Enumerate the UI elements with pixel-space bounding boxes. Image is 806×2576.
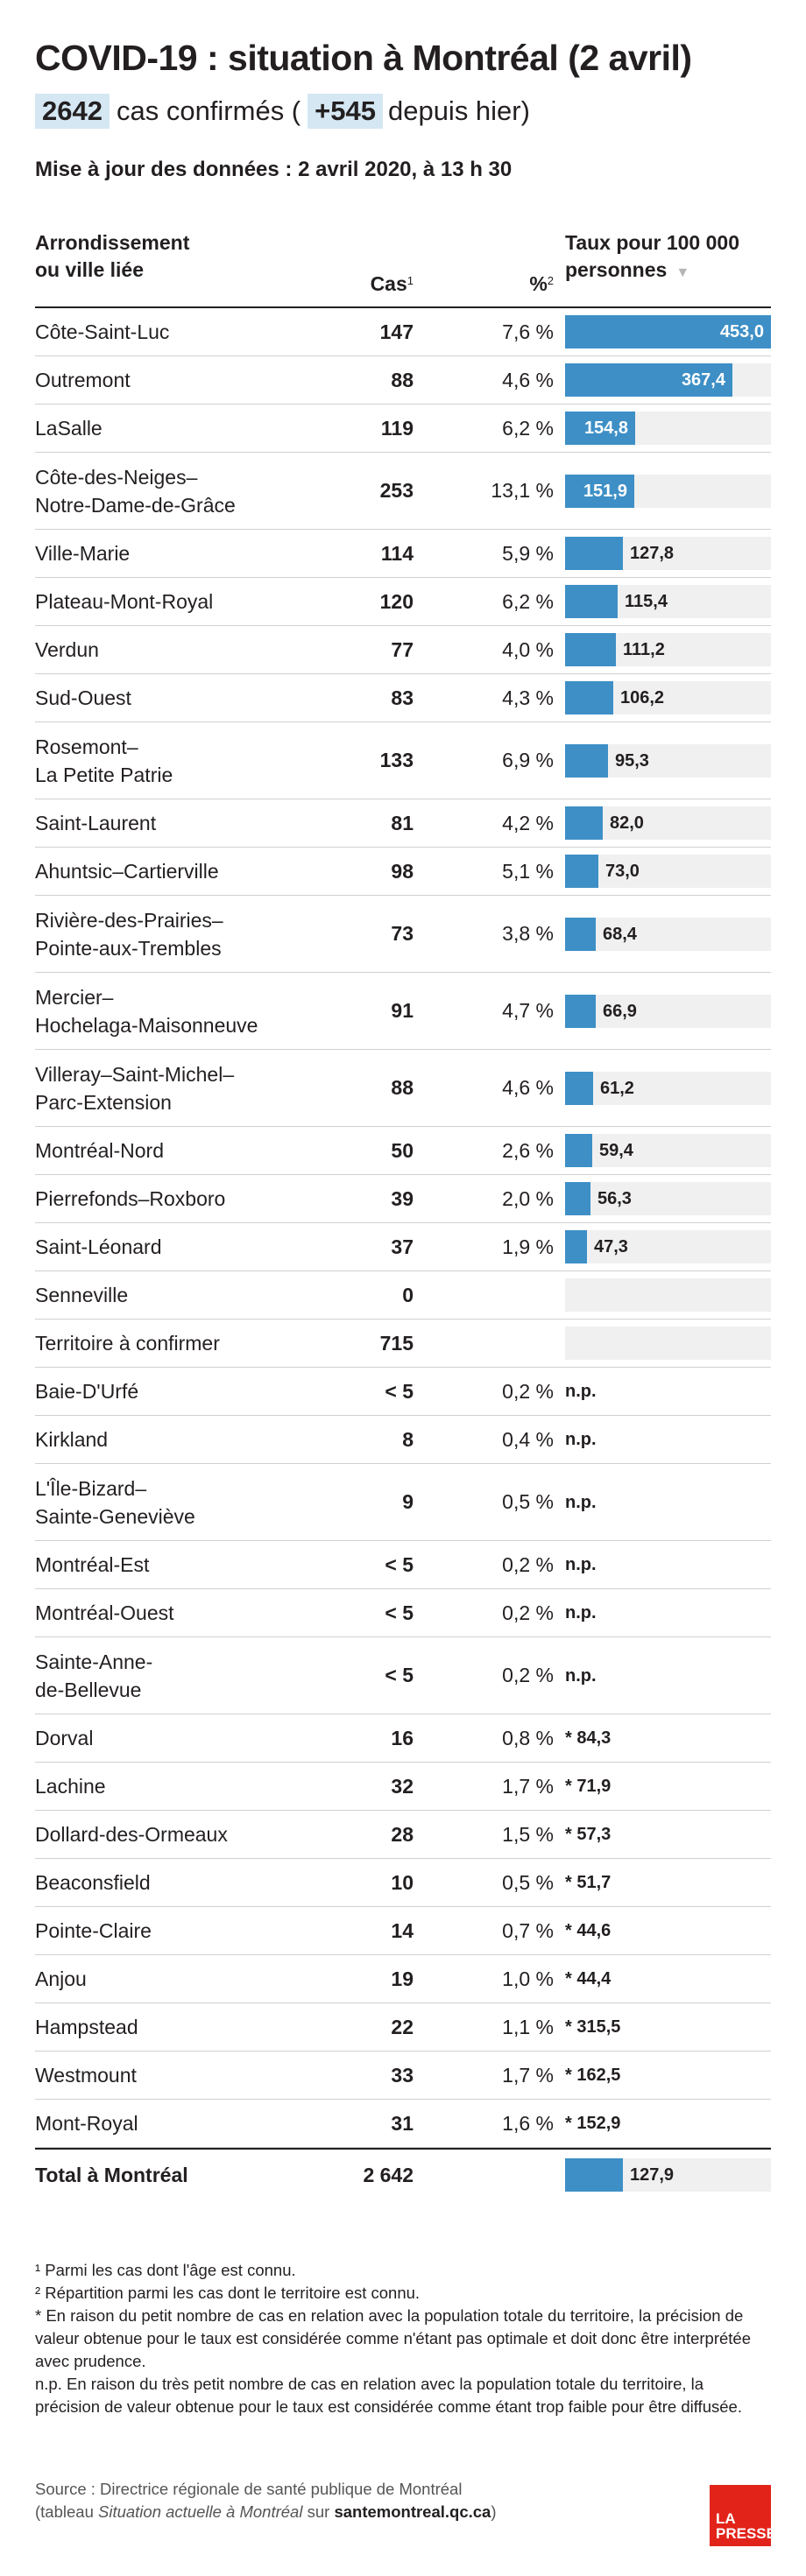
table-row <box>35 1907 771 1955</box>
rate-header-label: Taux pour 100 000 personnes <box>565 231 739 281</box>
case-count: 253 <box>379 479 414 502</box>
territory-name: LaSalle <box>35 417 103 440</box>
territory-name: Côte-Saint-Luc <box>35 320 170 343</box>
table-row <box>35 1464 771 1541</box>
rate-label: 111,2 <box>623 640 665 659</box>
rate-cell <box>565 1659 771 1693</box>
territory-name: Baie-D'Urfé <box>35 1380 139 1403</box>
rate-label: 127,9 <box>630 2165 675 2185</box>
rate-cell <box>565 315 771 348</box>
territory-name: Outremont <box>35 369 131 391</box>
rate-cell <box>565 1770 771 1803</box>
new-cases-text: depuis hier) <box>387 95 530 126</box>
rate-label: n.p. <box>565 1603 597 1622</box>
rate-cell <box>565 537 771 570</box>
rate-label: * 315,5 <box>565 2017 621 2037</box>
rate-cell <box>565 681 771 714</box>
rate-cell <box>565 1182 771 1215</box>
case-percent: 4,2 % <box>502 811 554 834</box>
case-percent: 4,6 % <box>502 1076 554 1099</box>
case-count: 2 642 <box>363 2163 414 2186</box>
case-percent: 1,0 % <box>502 1967 554 1990</box>
rate-cell <box>565 1721 771 1755</box>
territory-name: Beaconsfield <box>35 1871 151 1894</box>
case-count: < 5 <box>385 1552 414 1576</box>
case-percent: 2,6 % <box>502 1138 554 1162</box>
case-count: 88 <box>391 368 414 391</box>
rate-label: 95,3 <box>615 750 649 771</box>
rate-cell <box>565 1818 771 1851</box>
rate-bar <box>565 1134 592 1167</box>
territory-name: Anjou <box>35 1967 87 1990</box>
case-percent: 4,3 % <box>502 686 554 709</box>
source-line-2-a: (tableau <box>35 2502 98 2521</box>
case-count: 14 <box>391 1918 414 1942</box>
table-row <box>35 1763 771 1811</box>
footnote-asterisk: * En raison du petit nombre de cas en relation avec la population totale du territoire, la précision de valeur obtenue pour le taux est considérée comme n'étant pas optimale et doit donc être interprétée avec prudence. <box>35 2306 751 2370</box>
table-row <box>35 799 771 848</box>
rate-label: 61,2 <box>600 1078 634 1098</box>
cases-footnote-marker: 1 <box>407 274 414 287</box>
territory-name: Lachine <box>35 1775 106 1798</box>
case-percent: 2,0 % <box>502 1186 554 1210</box>
case-percent: 0,8 % <box>502 1726 554 1749</box>
case-count: 88 <box>391 1076 414 1099</box>
territory-name: Montréal-Ouest <box>35 1601 174 1624</box>
percent-header-label: % <box>529 272 548 295</box>
territory-name: Total à Montréal <box>35 2164 188 2186</box>
source-credit <box>35 2478 561 2523</box>
territory-name: Montréal-Est <box>35 1553 150 1576</box>
case-percent: 0,5 % <box>502 1490 554 1513</box>
rate-label: n.p. <box>565 1665 597 1686</box>
rate-bar-track <box>565 1182 771 1215</box>
table-row <box>35 1271 771 1320</box>
rate-cell <box>565 2059 771 2092</box>
case-percent: 5,9 % <box>502 541 554 565</box>
table-row <box>35 2100 771 2148</box>
rate-cell <box>565 1914 771 1947</box>
rate-bar-track <box>565 1278 771 1312</box>
table-row <box>35 1175 771 1223</box>
territory-name: Ahuntsic–Cartierville <box>35 860 219 883</box>
rate-label: n.p. <box>565 1430 597 1449</box>
rate-label: * 44,6 <box>565 1921 612 1940</box>
rate-cell <box>565 1072 771 1105</box>
case-percent: 13,1 % <box>491 479 554 502</box>
case-count: 28 <box>391 1822 414 1846</box>
update-timestamp: Mise à jour des données : 2 avril 2020, à 13 h 30 <box>35 158 513 181</box>
rate-cell <box>565 1375 771 1408</box>
rate-bar <box>565 681 613 714</box>
rate-label: * 51,7 <box>565 1873 612 1892</box>
cases-table <box>35 229 771 2200</box>
cases-header-label: Cas <box>370 272 407 295</box>
table-row <box>35 1127 771 1175</box>
case-count: < 5 <box>385 1601 414 1624</box>
rate-cell <box>565 1230 771 1263</box>
confirmed-cases-text: cas confirmés ( <box>116 95 301 126</box>
territory-name: Pointe-Claire <box>35 1919 152 1942</box>
rate-label: 82,0 <box>610 813 644 833</box>
table-row <box>35 1637 771 1714</box>
rate-label: 68,4 <box>603 924 637 944</box>
rate-cell <box>565 855 771 888</box>
rate-cell <box>565 2158 771 2192</box>
case-percent: 0,2 % <box>502 1379 554 1403</box>
case-percent: 6,2 % <box>502 416 554 440</box>
territory-name: Westmount <box>35 2064 137 2087</box>
table-row <box>35 1050 771 1127</box>
rate-cell <box>565 585 771 618</box>
table-row <box>35 530 771 578</box>
rate-cell <box>565 1962 771 1995</box>
rate-label: * 84,3 <box>565 1728 612 1748</box>
case-percent: 7,6 % <box>502 320 554 343</box>
case-count: 81 <box>391 811 414 834</box>
rate-label: n.p. <box>565 1492 597 1512</box>
rate-label: 66,9 <box>603 1001 637 1021</box>
source-table-name: Situation actuelle à Montréal <box>98 2502 303 2521</box>
rate-label: 59,4 <box>599 1141 633 1160</box>
case-count: 31 <box>391 2111 414 2135</box>
territory-name: Sud-Ouest <box>35 686 131 709</box>
case-count: 37 <box>391 1235 414 1258</box>
territory-name: Montréal-Nord <box>35 1139 164 1162</box>
case-percent: 0,4 % <box>502 1427 554 1451</box>
table-row <box>35 308 771 356</box>
table-row <box>35 2003 771 2052</box>
table-row <box>35 1955 771 2003</box>
footnotes <box>35 2259 771 2418</box>
territory-name: L'Île-Bizard– Sainte-Geneviève <box>35 1476 195 1528</box>
confirmed-cases-count: 2642 <box>35 94 110 129</box>
case-percent: 0,2 % <box>502 1552 554 1576</box>
case-percent: 1,1 % <box>502 2015 554 2038</box>
rate-bar <box>565 1072 593 1105</box>
rate-cell <box>565 1486 771 1519</box>
footnote-np: n.p. En raison du très petit nombre de cas en relation avec la population totale du territoire, la précision de valeur obtenue pour le taux est considérée comme étant trop faible pour être diffusée. <box>35 2375 742 2416</box>
table-row <box>35 674 771 722</box>
rate-cell <box>565 744 771 778</box>
territory-name: Territoire à confirmer <box>35 1332 220 1355</box>
territory-name: Saint-Laurent <box>35 812 157 834</box>
rate-bar-track <box>565 995 771 1028</box>
rate-label: * 71,9 <box>565 1777 612 1796</box>
table-row <box>35 405 771 453</box>
rate-cell <box>565 363 771 397</box>
la-presse-logo <box>710 2485 776 2546</box>
rate-label: 151,9 <box>583 481 627 501</box>
territory-name: Villeray–Saint-Michel– Parc-Extension <box>35 1062 235 1114</box>
case-percent: 1,7 % <box>502 1774 554 1798</box>
rate-label: 154,8 <box>583 419 628 438</box>
table-row <box>35 1541 771 1589</box>
case-count: 715 <box>379 1331 414 1355</box>
case-count: 10 <box>391 1870 414 1894</box>
case-count: 32 <box>391 1774 414 1798</box>
territory-name: Rivière-des-Prairies– Pointe-aux-Trembles <box>35 908 223 960</box>
total-row <box>35 2148 771 2200</box>
territory-name: Hampstead <box>35 2016 138 2038</box>
rate-bar <box>565 1182 590 1215</box>
table-row <box>35 1859 771 1907</box>
table-row <box>35 1320 771 1368</box>
table-row <box>35 578 771 626</box>
rate-cell <box>565 1596 771 1629</box>
column-header-name: Arrondissement ou ville liée <box>35 231 190 281</box>
case-count: 8 <box>402 1427 414 1451</box>
territory-name: Mont-Royal <box>35 2112 138 2135</box>
rate-cell <box>565 1134 771 1167</box>
case-count: 19 <box>391 1967 414 1990</box>
case-count: 22 <box>391 2015 414 2038</box>
rate-bar <box>565 2158 623 2192</box>
rate-cell <box>565 1278 771 1312</box>
rate-bar <box>565 995 596 1028</box>
case-percent: 3,8 % <box>502 922 554 945</box>
rate-label: 115,4 <box>625 592 668 611</box>
rate-label: 47,3 <box>594 1237 628 1256</box>
logo-line-2: PRESSE <box>716 2525 776 2542</box>
table-row <box>35 1368 771 1416</box>
case-percent: 0,2 % <box>502 1664 554 1686</box>
territory-name: Plateau-Mont-Royal <box>35 590 214 613</box>
case-count: 119 <box>380 416 414 440</box>
rate-cell <box>565 1866 771 1899</box>
rate-bar <box>565 806 603 840</box>
rate-bar <box>565 537 623 570</box>
territory-name: Senneville <box>35 1284 129 1306</box>
rate-cell <box>565 806 771 840</box>
percent-footnote-marker: 2 <box>547 274 554 287</box>
case-percent: 5,1 % <box>502 859 554 883</box>
rate-cell <box>565 1548 771 1581</box>
table-row <box>35 1416 771 1464</box>
case-count: 133 <box>379 749 414 771</box>
rate-label: n.p. <box>565 1382 597 1401</box>
rate-label: 73,0 <box>605 862 640 881</box>
case-percent: 1,6 % <box>502 2111 554 2135</box>
territory-name: Pierrefonds–Roxboro <box>35 1187 226 1210</box>
table-row <box>35 453 771 530</box>
case-count: < 5 <box>385 1664 414 1686</box>
table-body <box>35 308 771 2200</box>
territory-name: Mercier– Hochelaga-Maisonneuve <box>35 985 258 1037</box>
source-link[interactable]: santemontreal.qc.ca <box>334 2502 491 2521</box>
case-count: 9 <box>402 1490 414 1513</box>
rate-label: * 162,5 <box>565 2066 621 2085</box>
rate-bar-track <box>565 1134 771 1167</box>
table-row <box>35 722 771 799</box>
rate-bar-track <box>565 918 771 951</box>
new-cases-delta: +545 <box>308 94 383 129</box>
rate-label: 56,3 <box>597 1189 632 1208</box>
territory-name: Dorval <box>35 1727 94 1749</box>
rate-cell <box>565 918 771 951</box>
table-header <box>35 229 771 308</box>
rate-cell <box>565 1327 771 1360</box>
case-count: 0 <box>402 1283 414 1306</box>
case-percent: 0,7 % <box>502 1918 554 1942</box>
source-line-2-c: ) <box>491 2502 497 2521</box>
case-count: 39 <box>391 1186 414 1210</box>
case-percent: 1,5 % <box>502 1822 554 1846</box>
footnote-1: ¹ Parmi les cas dont l'âge est connu. <box>35 2261 296 2279</box>
page-title: COVID-19 : situation à Montréal (2 avril) <box>35 38 692 78</box>
rate-label: 453,0 <box>719 322 764 341</box>
case-percent: 1,9 % <box>502 1235 554 1258</box>
source-line-2-b: sur <box>302 2502 335 2521</box>
table-row <box>35 626 771 674</box>
case-count: 91 <box>391 999 414 1022</box>
territory-name: Verdun <box>35 638 99 661</box>
footnote-2: ² Répartition parmi les cas dont le territoire est connu. <box>35 2284 421 2302</box>
source-line-2 <box>35 2501 561 2523</box>
case-percent: 4,6 % <box>502 368 554 391</box>
case-count: 16 <box>391 1726 414 1749</box>
rate-cell <box>565 633 771 666</box>
case-count: 77 <box>391 637 414 661</box>
rate-label: * 44,4 <box>565 1969 612 1988</box>
rate-bar <box>565 585 618 618</box>
rate-label: 367,4 <box>681 370 725 390</box>
case-count: 50 <box>391 1138 414 1162</box>
rate-cell <box>565 475 771 508</box>
column-header-cases <box>333 271 414 298</box>
rate-label: n.p. <box>565 1555 597 1574</box>
subtitle <box>35 91 771 131</box>
case-count: 33 <box>391 2063 414 2087</box>
table-row <box>35 1714 771 1763</box>
territory-name: Dollard-des-Ormeaux <box>35 1823 228 1846</box>
rate-label: 127,8 <box>630 544 675 563</box>
rate-bar <box>565 744 608 778</box>
territory-name: Côte-des-Neiges– Notre-Dame-de-Grâce <box>35 465 236 517</box>
rate-cell <box>565 2107 771 2140</box>
case-percent: 6,9 % <box>502 749 554 771</box>
table-row <box>35 356 771 405</box>
territory-name: Sainte-Anne- de-Bellevue <box>35 1650 153 1701</box>
column-header-rate[interactable] <box>565 229 775 286</box>
table-row <box>35 896 771 973</box>
rate-bar-track <box>565 1327 771 1360</box>
territory-name: Rosemont– La Petite Patrie <box>35 735 173 786</box>
rate-bar <box>565 918 596 951</box>
rate-bar <box>565 633 616 666</box>
rate-cell <box>565 1423 771 1456</box>
rate-bar <box>565 1230 587 1263</box>
rate-cell <box>565 995 771 1028</box>
case-count: 98 <box>391 859 414 883</box>
table-row <box>35 1589 771 1637</box>
rate-bar-track <box>565 1072 771 1105</box>
column-header-percent <box>456 271 554 298</box>
case-count: 83 <box>391 686 414 709</box>
rate-cell <box>565 2010 771 2044</box>
table-row <box>35 848 771 896</box>
rate-label: * 57,3 <box>565 1825 612 1844</box>
logo-line-1: LA <box>716 2510 736 2527</box>
rate-cell <box>565 412 771 445</box>
territory-name: Saint-Léonard <box>35 1235 162 1258</box>
rate-label: 106,2 <box>620 688 665 707</box>
table-row <box>35 1811 771 1859</box>
table-row <box>35 1223 771 1271</box>
case-percent: 0,2 % <box>502 1601 554 1624</box>
rate-bar <box>565 855 598 888</box>
source-line-1: Source : Directrice régionale de santé publique de Montréal <box>35 2480 463 2498</box>
case-count: < 5 <box>385 1379 414 1403</box>
case-percent: 4,0 % <box>502 637 554 661</box>
table-row <box>35 973 771 1050</box>
sort-arrow-icon[interactable]: ▼ <box>675 265 690 280</box>
table-row <box>35 2052 771 2100</box>
case-percent: 0,5 % <box>502 1870 554 1894</box>
rate-label: * 152,9 <box>565 2114 621 2133</box>
case-count: 73 <box>391 922 414 945</box>
territory-name: Ville-Marie <box>35 542 131 565</box>
territory-name: Kirkland <box>35 1428 109 1451</box>
case-count: 114 <box>380 541 414 565</box>
case-count: 120 <box>379 589 414 613</box>
case-percent: 4,7 % <box>502 999 554 1022</box>
case-count: 147 <box>379 320 414 343</box>
case-percent: 1,7 % <box>502 2063 554 2087</box>
case-percent: 6,2 % <box>502 589 554 613</box>
